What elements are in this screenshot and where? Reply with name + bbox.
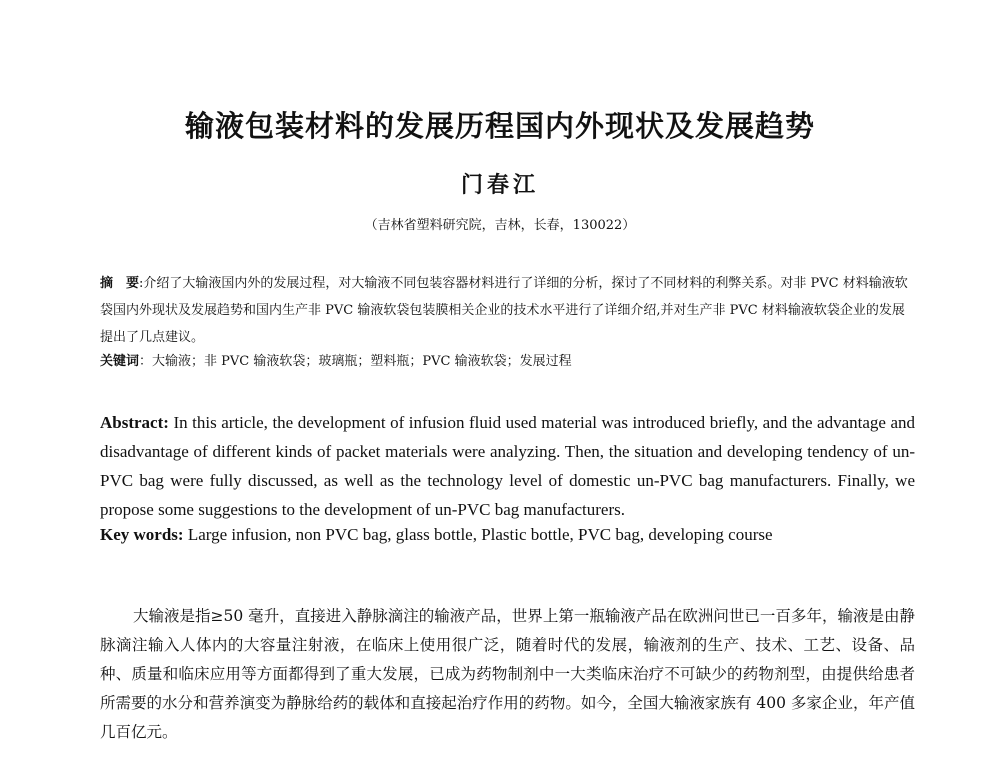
- chinese-abstract-text: :介绍了大输液国内外的发展过程，对大输液不同包装容器材料进行了详细的分析，探讨了不同材料的利弊关系。对非 PVC 材料输液软袋国内外现状及发展趋势和国内生产非 PVC 输液软袋包装膜相关企业的技术水平进行了详细介绍,并对生产非 PVC 材料输液软袋企业的发展提出了几点建议。: [100, 276, 908, 345]
- english-keywords-text: Large infusion, non PVC bag, glass bottle, Plastic bottle, PVC bag, developing course: [183, 525, 773, 544]
- chinese-keywords: [100, 352, 915, 372]
- chinese-keywords-label: 关键词: [100, 354, 140, 369]
- english-abstract-text: In this article, the development of infusion fluid used material was introduced briefly, and the advantage and disadvantage of different kinds of packet materials were analyzing. Then, the situation and developing tendency of un-PVC bag were fully discussed, as well as the technology level of domestic un-PVC bag manufacturers. Finally, we propose some suggestions to the development of un-PVC bag manufacturers.: [100, 413, 915, 519]
- author-affiliation: （吉林省塑料研究院，吉林，长春，130022）: [364, 218, 636, 233]
- author-name: 门春江: [460, 172, 539, 198]
- chinese-abstract: [100, 270, 915, 351]
- english-abstract: [100, 408, 915, 524]
- chinese-keywords-text: ：大输液；非 PVC 输液软袋；玻璃瓶；塑料瓶；PVC 输液软袋；发展过程: [139, 354, 572, 369]
- english-abstract-label: Abstract:: [100, 413, 169, 432]
- chinese-abstract-label: 摘 要: [100, 276, 140, 291]
- paper-title: 输液包装材料的发展历程国内外现状及发展趋势: [184, 109, 815, 143]
- english-keywords: [100, 523, 915, 547]
- english-keywords-label: Key words:: [100, 525, 184, 544]
- body-paragraph: 大输液是指≥50 毫升，直接进入静脉滴注的输液产品，世界上第一瓶输液产品在欧洲问世已一百多年，输液是由静脉滴注输入人体内的大容量注射液，在临床上使用很广泛，随着时代的发展，输液剂的生产、技术、工艺、设备、品种、质量和临床应用等方面都得到了重大发展，已成为药物制剂中一大类临床治疗不可缺少的药物剂型，由提供给患者所需要的水分和营养演变为静脉给药的载体和直接起治疗作用的药物。如今，全国大输液家族有 400 多家企业，年产值几百亿元。: [100, 607, 915, 741]
